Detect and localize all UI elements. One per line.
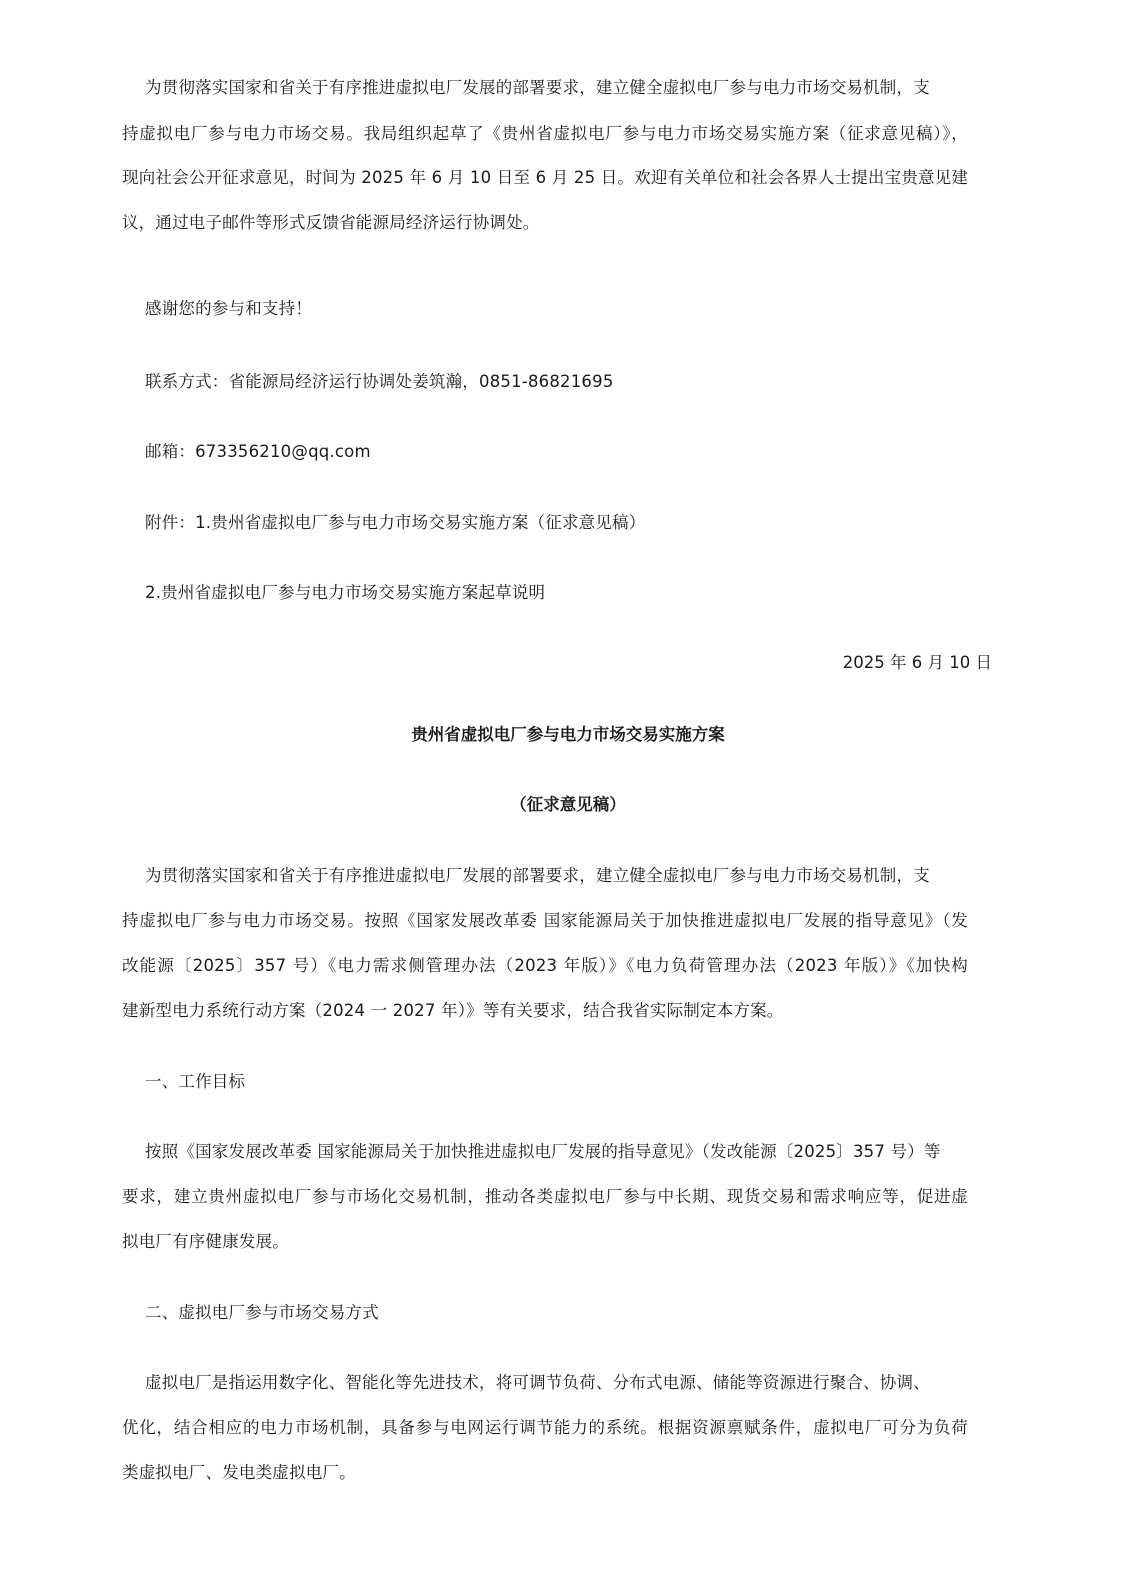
section-2-line: 优化，结合相应的电力市场机制，具备参与电网运行调节能力的系统。根据资源禀赋条件，虚拟电厂可分为负荷 — [122, 1418, 968, 1437]
email-link[interactable]: 邮箱：673356210@qq.com — [145, 442, 371, 461]
plan-title: 贵州省虚拟电厂参与电力市场交易实施方案 — [411, 725, 725, 744]
notice-line: 为贯彻落实国家和省关于有序推进虚拟电厂发展的部署要求，建立健全虚拟电厂参与电力市场交易机制，支 — [145, 78, 930, 97]
intro-line: 建新型电力系统行动方案（2024 一 2027 年）》等有关要求，结合我省实际制定本方案。 — [122, 1001, 784, 1020]
section-1-line: 要求，建立贵州虚拟电厂参与市场化交易机制，推动各类虚拟电厂参与中长期、现货交易和需求响应等，促进虚 — [122, 1187, 968, 1206]
contact-info: 联系方式：省能源局经济运行协调处姜筑瀚，0851-86821695 — [145, 372, 614, 391]
notice-line: 议，通过电子邮件等形式反馈省能源局经济运行协调处。 — [122, 213, 540, 232]
section-2-line: 类虚拟电厂、发电类虚拟电厂。 — [122, 1463, 356, 1482]
notice-line: 现向社会公开征求意见，时间为 2025 年 6 月 10 日至 6 月 25 日。欢迎有关单位和社会各界人士提出宝贵意见建 — [122, 168, 969, 187]
intro-line: 改能源〔2025〕357 号）《电力需求侧管理办法（2023 年版）》《电力负荷管理办法（2023 年版）》《加快构 — [122, 956, 968, 975]
section-1-line: 拟电厂有序健康发展。 — [122, 1232, 289, 1251]
plan-subtitle: （征求意见稿） — [510, 795, 626, 814]
intro-line: 持虚拟电厂参与电力市场交易。按照《国家发展改革委 国家能源局关于加快推进虚拟电厂发展的指导意见》（发 — [122, 911, 968, 930]
thanks-text: 感谢您的参与和支持！ — [145, 299, 312, 318]
notice-date: 2025 年 6 月 10 日 — [842, 653, 992, 672]
section-2-line: 虚拟电厂是指运用数字化、智能化等先进技术，将可调节负荷、分布式电源、储能等资源进行聚合、协调、 — [145, 1373, 930, 1392]
section-heading-2: 二、虚拟电厂参与市场交易方式 — [145, 1303, 379, 1322]
attachment-link-1[interactable]: 附件：1.贵州省虚拟电厂参与电力市场交易实施方案（征求意见稿） — [145, 513, 646, 532]
notice-line: 持虚拟电厂参与电力市场交易。我局组织起草了《贵州省虚拟电厂参与电力市场交易实施方案（征求意见稿）》， — [122, 124, 968, 143]
attachment-link-2[interactable]: 2.贵州省虚拟电厂参与电力市场交易实施方案起草说明 — [145, 583, 546, 602]
intro-line: 为贯彻落实国家和省关于有序推进虚拟电厂发展的部署要求，建立健全虚拟电厂参与电力市场交易机制，支 — [145, 866, 930, 885]
section-heading-1: 一、工作目标 — [145, 1072, 246, 1091]
section-1-line: 按照《国家发展改革委 国家能源局关于加快推进虚拟电厂发展的指导意见》（发改能源〔2025〕357 号）等 — [145, 1142, 941, 1161]
